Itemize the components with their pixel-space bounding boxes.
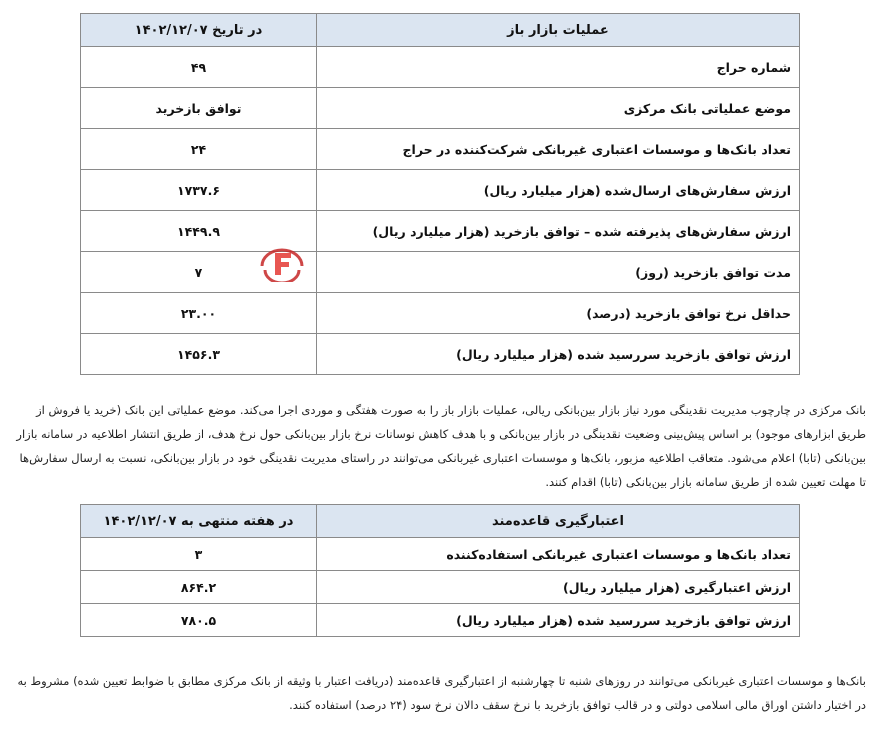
row-value: ۳	[81, 538, 317, 571]
red-f-logo-icon	[256, 244, 308, 282]
table-row	[81, 538, 800, 571]
table-row	[81, 170, 800, 211]
open-market-operations-table	[80, 13, 800, 375]
row-value: ۷۸۰.۵	[81, 604, 317, 637]
open-market-description: بانک مرکزی در چارچوب مدیریت نقدینگی مورد نیاز بازار بین‌بانکی ریالی، عملیات بازار باز را به صورت هفتگی و موردی اجرا می‌کند. موضع عملیاتی این بانک (خرید یا فروش از طریق ابزارهای موجود) بر اساس پیش‌بینی وضعیت نقدینگی در بازار بین‌بانکی و با هدف کاهش نوسانات نرخ بازار بین‌بانکی حول نرخ هدف، از طریق انتشار اطلاعیه در سامانه بازار بین‌بانکی (تابا) اعلام می‌شود. متعاقب اطلاعیه مزبور، بانک‌ها و موسسات اعتباری غیربانکی می‌توانند در راستای مدیریت نقدینگی خود در بازار بین‌بانکی، نسبت به ارسال سفارش‌ها تا مهلت تعیین شده از طریق سامانه بازار بین‌بانکی (تابا) اقدام کنند.	[16, 403, 866, 489]
row-label: حداقل نرخ توافق بازخرید (درصد)	[317, 293, 800, 334]
table-row	[81, 604, 800, 637]
header-label: اعتبارگیری قاعده‌مند	[317, 505, 800, 538]
table-row	[81, 571, 800, 604]
row-value: ۱۷۳۷.۶	[81, 170, 317, 211]
row-label: ارزش سفارش‌های پذیرفته شده – توافق بازخرید (هزار میلیارد ریال)	[317, 211, 800, 252]
row-label: ارزش توافق بازخرید سررسید شده (هزار میلیارد ریال)	[317, 334, 800, 375]
row-value: ۸۶۴.۲	[81, 571, 317, 604]
table-row	[81, 252, 800, 293]
row-value: ۷	[81, 252, 317, 293]
row-label: ارزش توافق بازخرید سررسید شده (هزار میلیارد ریال)	[317, 604, 800, 637]
header-date: در هفته منتهی به ۱۴۰۲/۱۲/۰۷	[81, 505, 317, 538]
row-value: ۲۴	[81, 129, 317, 170]
row-label: موضع عملیاتی بانک مرکزی	[317, 88, 800, 129]
standing-facility-description: بانک‌ها و موسسات اعتباری غیربانکی می‌توانند در روزهای شنبه تا چهارشنبه از اعتبارگیری قاعده‌مند (دریافت اعتبار با وثیقه از بانک مرکزی مطابق با ضوابط تعیین شده) مشروط به در اختیار داشتن اوراق مالی اسلامی دولتی و در قالب توافق بازخرید با نرخ سقف دالان نرخ سود (۲۴ درصد) استفاده کنند.	[17, 674, 866, 712]
header-label: عملیات بازار باز	[317, 14, 800, 47]
row-label: تعداد بانک‌ها و موسسات اعتباری غیربانکی استفاده‌کننده	[317, 538, 800, 571]
table-row	[81, 334, 800, 375]
row-value: ۱۴۴۹.۹	[81, 211, 317, 252]
row-label: تعداد بانک‌ها و موسسات اعتباری غیربانکی شرکت‌کننده در حراج	[317, 129, 800, 170]
header-date: در تاریخ ۱۴۰۲/۱۲/۰۷	[81, 14, 317, 47]
table-row	[81, 129, 800, 170]
row-label: ارزش سفارش‌های ارسال‌شده (هزار میلیارد ریال)	[317, 170, 800, 211]
row-value: ۱۴۵۶.۳	[81, 334, 317, 375]
table-row	[81, 88, 800, 129]
row-value: ۲۳.۰۰	[81, 293, 317, 334]
row-value: توافق بازخرید	[81, 88, 317, 129]
table-header-row	[81, 505, 800, 538]
table-row	[81, 211, 800, 252]
standing-facility-table	[80, 504, 800, 637]
row-label: ارزش اعتبارگیری (هزار میلیارد ریال)	[317, 571, 800, 604]
table-row	[81, 293, 800, 334]
row-label: مدت توافق بازخرید (روز)	[317, 252, 800, 293]
row-label: شماره حراج	[317, 47, 800, 88]
row-value: ۴۹	[81, 47, 317, 88]
table-header-row	[81, 14, 800, 47]
table-row	[81, 47, 800, 88]
